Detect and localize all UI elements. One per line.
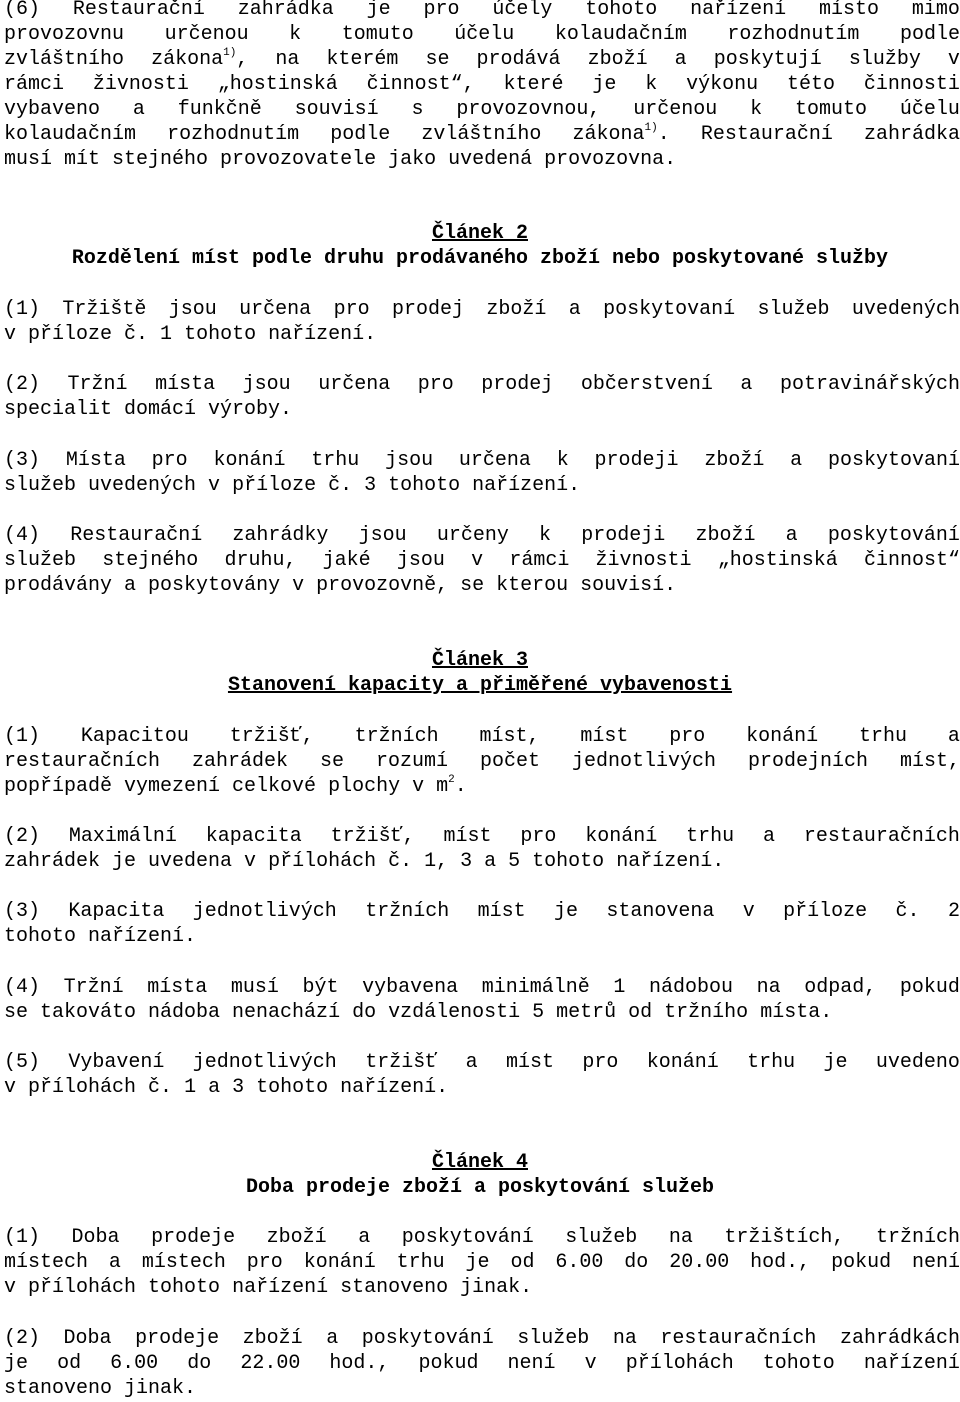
text-line: (5) Vybavení jednotlivých tržišť a míst pro konání trhu je uvedeno bbox=[4, 1051, 960, 1074]
text-line: (2) Doba prodeje zboží a poskytování služeb na restauračních zahrádkách bbox=[4, 1327, 960, 1350]
paragraph-6 bbox=[4, 0, 960, 172]
text-line: je od 6.00 do 22.00 hod., pokud není v přílohách tohoto nařízení bbox=[4, 1352, 960, 1375]
text-line: stanoveno jinak. bbox=[4, 1377, 197, 1400]
article-2-title: Rozdělení míst podle druhu prodávaného zboží nebo poskytované služby bbox=[71, 247, 889, 270]
text-line: (4) Tržní místa musí být vybavena minimálně 1 nádobou na odpad, pokud bbox=[4, 976, 960, 999]
article-2-paragraph-4 bbox=[4, 523, 960, 598]
article-3-paragraph-3 bbox=[4, 899, 960, 949]
article-2-paragraph-3 bbox=[4, 448, 960, 498]
text-line: prodávány a poskytovány v provozovně, se kterou souvisí. bbox=[4, 574, 677, 597]
article-2-label: Článek 2 bbox=[431, 222, 528, 245]
text-line: (6) Restaurační zahrádka je pro účely tohoto nařízení místo mimo bbox=[4, 0, 960, 21]
article-4-paragraph-1 bbox=[4, 1225, 960, 1300]
text-line: kolaudačním rozhodnutím podle zvláštního zákona$^{1)}$. Restaurační zahrádka bbox=[4, 122, 960, 146]
article-4-paragraph-2 bbox=[4, 1326, 960, 1401]
text-line: (2) Maximální kapacita tržišť, míst pro konání trhu a restauračních bbox=[4, 825, 960, 848]
text-line: místech a místech pro konání trhu je od 6.00 do 20.00 hod., pokud není bbox=[4, 1251, 960, 1274]
text-line: (3) Kapacita jednotlivých tržních míst je stanovena v příloze č. 2 bbox=[4, 900, 960, 923]
article-2-paragraph-2 bbox=[4, 372, 960, 422]
article-3-paragraph-4 bbox=[4, 975, 960, 1025]
article-3-label: Článek 3 bbox=[431, 649, 528, 672]
text-line: popřípadě vymezení celkové plochy v $m^2$. bbox=[4, 774, 467, 798]
text-line: vybaveno a funkčně souvisí s provozovnou, určenou k tomuto účelu bbox=[4, 98, 960, 121]
article-4-title: Doba prodeje zboží a poskytování služeb bbox=[245, 1176, 715, 1199]
text-line: zahrádek je uvedena v přílohách č. 1, 3 a 5 tohoto nařízení. bbox=[4, 850, 725, 873]
text-line: (1) Doba prodeje zboží a poskytování služeb na tržištích, tržních bbox=[4, 1226, 960, 1249]
article-3-title: Stanovení kapacity a přiměřené vybavenosti bbox=[227, 674, 733, 697]
text-line: služeb uvedených v příloze č. 3 tohoto nařízení. bbox=[4, 474, 581, 497]
text-line: musí mít stejného provozovatele jako uvedená provozovna. bbox=[4, 148, 677, 171]
text-line: služeb stejného druhu, jaké jsou v rámci živnosti „hostinská činnost“ bbox=[4, 549, 960, 572]
text-line: rámci živnosti „hostinská činnost“, které je k výkonu této činnosti bbox=[4, 73, 960, 96]
text-line: tohoto nařízení. bbox=[4, 925, 197, 948]
text-line: v přílohách č. 1 a 3 tohoto nařízení. bbox=[4, 1076, 449, 1099]
text-line: zvláštního zákona$^{1)}$, na kterém se prodává zboží a poskytují služby v bbox=[4, 47, 960, 71]
text-line: restauračních zahrádek se rozumí počet jednotlivých prodejních míst, bbox=[4, 750, 960, 773]
text-line: (3) Místa pro konání trhu jsou určena k prodeji zboží a poskytovaní bbox=[4, 449, 960, 472]
text-line: specialit domácí výroby. bbox=[4, 398, 293, 421]
text-line: v příloze č. 1 tohoto nařízení. bbox=[4, 323, 377, 346]
text-line: (1) Tržiště jsou určena pro prodej zboží a poskytovaní služeb uvedených bbox=[4, 298, 960, 321]
article-2-paragraph-1 bbox=[4, 297, 960, 347]
text-line: (4) Restaurační zahrádky jsou určeny k prodeji zboží a poskytování bbox=[4, 524, 960, 547]
text-line: provozovnu určenou k tomuto účelu kolaudačním rozhodnutím podle bbox=[4, 23, 960, 46]
article-4-label: Článek 4 bbox=[431, 1151, 528, 1174]
article-3-paragraph-2 bbox=[4, 824, 960, 874]
text-line: (1) Kapacitou tržišť, tržních míst, míst pro konání trhu a bbox=[4, 725, 960, 748]
text-line: se takováto nádoba nenachází do vzdálenosti 5 metrů od tržního místa. bbox=[4, 1001, 833, 1024]
article-3-paragraph-5 bbox=[4, 1050, 960, 1100]
article-3-paragraph-1 bbox=[4, 724, 960, 799]
text-line: v přílohách tohoto nařízení stanoveno jinak. bbox=[4, 1276, 533, 1299]
text-line: (2) Tržní místa jsou určena pro prodej občerstvení a potravinářských bbox=[4, 373, 960, 396]
